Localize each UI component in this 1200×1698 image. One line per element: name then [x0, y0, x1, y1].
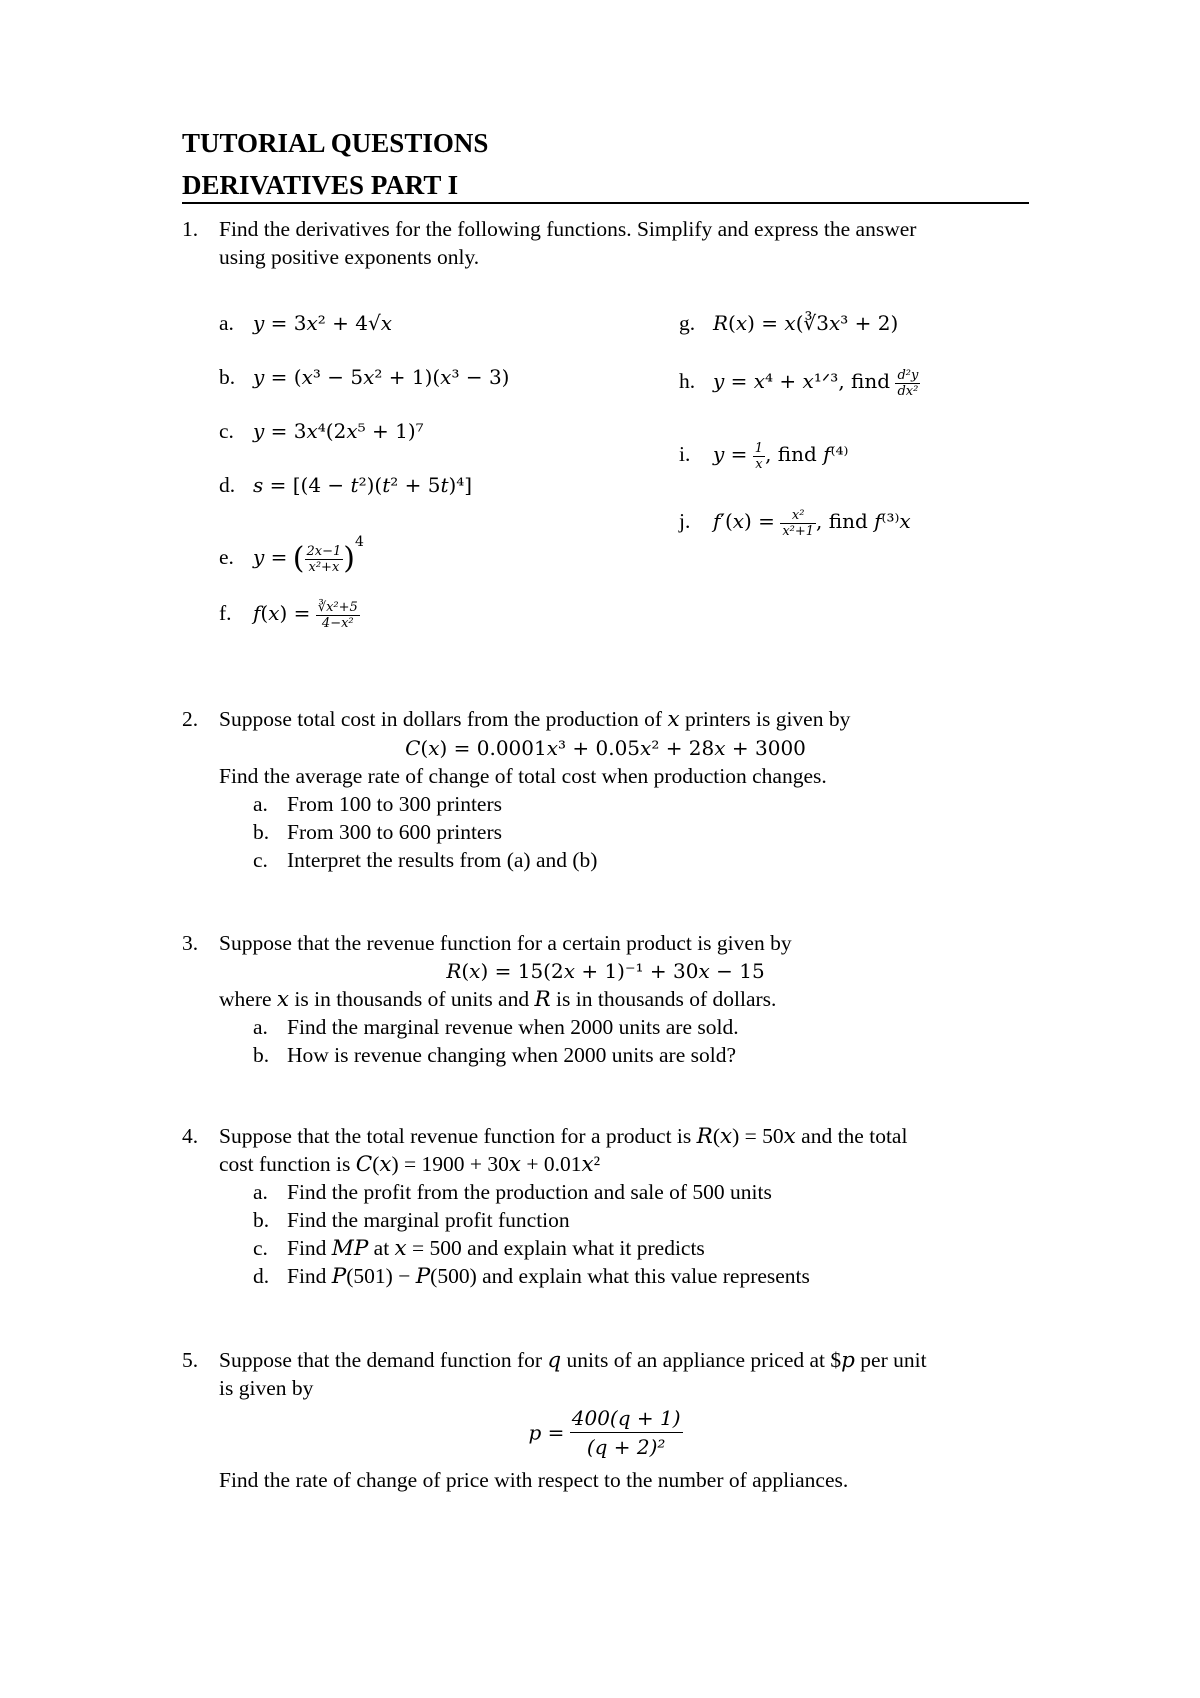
numerator: ∛𝑥²+5 — [317, 599, 358, 615]
item-label: j. — [679, 509, 691, 533]
numerator: 2𝑥−1 — [306, 543, 342, 559]
item-text: Find the marginal revenue when 2000 units are sold. — [287, 1015, 739, 1039]
denominator: 𝑥 — [753, 456, 765, 472]
q2-item-b — [253, 818, 502, 846]
fraction — [570, 1404, 683, 1461]
q4-number: 4. — [182, 1124, 199, 1148]
q4-item-a — [253, 1178, 772, 1206]
title-underline — [182, 202, 1029, 204]
item-expr: 𝑠 = [(4 − 𝑡²)(𝑡² + 5𝑡)⁴] — [253, 473, 473, 497]
denominator: 𝑥²+1 — [782, 523, 815, 539]
item-text: How is revenue changing when 2000 units are sold? — [287, 1043, 737, 1067]
item-label: c. — [253, 848, 268, 872]
denominator: (𝑞 + 2)² — [570, 1432, 683, 1461]
exponent: 4 — [355, 534, 364, 550]
numerator: 𝑑²𝑦 — [897, 367, 919, 383]
q3-text-line2: where 𝑥 is in thousands of units and 𝑅 is in thousands of dollars. — [219, 987, 777, 1011]
item-label: d. — [253, 1264, 270, 1288]
q4-item-d — [253, 1262, 810, 1290]
q3-text-line1: Suppose that the revenue function for a certain product is given by — [219, 931, 792, 955]
item-label: b. — [219, 365, 236, 389]
item-expr: 𝑦 = 3𝑥⁴(2𝑥⁵ + 1)⁷ — [253, 419, 424, 443]
q2-formula: 𝐶(𝑥) = 0.0001𝑥³ + 0.05𝑥² + 28𝑥 + 3000 — [405, 736, 806, 760]
item-label: f. — [219, 601, 232, 625]
item-text: Find 𝑀𝑃 at 𝑥 = 500 and explain what it predicts — [287, 1236, 705, 1260]
item-label: a. — [253, 1015, 268, 1039]
q1-text-line2: using positive exponents only. — [219, 245, 480, 269]
q1-item-e — [219, 528, 364, 575]
q5-text-line2: is given by — [219, 1376, 314, 1400]
q4-item-b — [253, 1206, 570, 1234]
item-text: Find the marginal profit function — [287, 1208, 570, 1232]
item-label: e. — [219, 545, 234, 569]
item-label: b. — [253, 1208, 270, 1232]
item-lhs: 𝑓(𝑥) = — [253, 601, 311, 625]
title-tutorial-questions: TUTORIAL QUESTIONS — [182, 128, 489, 158]
fraction — [780, 508, 816, 539]
q3-item-b — [253, 1041, 736, 1069]
item-text: From 100 to 300 printers — [287, 792, 502, 816]
item-label: a. — [253, 1180, 268, 1204]
item-label: c. — [219, 419, 234, 443]
q1-item-f — [219, 599, 360, 631]
q1-item-c — [219, 417, 424, 445]
item-rest: , find 𝑓⁽⁴⁾ — [765, 442, 849, 466]
item-text: Find 𝑃(501) − 𝑃(500) and explain what this value represents — [287, 1264, 810, 1288]
item-expr: 𝑦 = (𝑥³ − 5𝑥² + 1)(𝑥³ − 3) — [253, 365, 510, 389]
q4-text-line1: Suppose that the total revenue function for a product is 𝑅(𝑥) = 50𝑥 and the total — [219, 1124, 908, 1148]
item-lhs: 𝑦 = — [713, 442, 748, 466]
numerator: 𝑥² — [791, 507, 805, 523]
fraction — [895, 368, 920, 399]
q1-item-b — [219, 363, 509, 391]
item-rest: , find 𝑓⁽³⁾𝑥 — [816, 509, 911, 533]
denominator: 𝑑𝑥² — [895, 383, 920, 399]
q2-text-line2: Find the average rate of change of total cost when production changes. — [219, 764, 827, 788]
item-label: a. — [253, 792, 268, 816]
item-text: Interpret the results from (a) and (b) — [287, 848, 598, 872]
item-lhs: 𝑦 = — [253, 545, 288, 569]
q2-text-line1: Suppose total cost in dollars from the production of 𝑥 printers is given by — [219, 707, 851, 731]
fraction — [305, 544, 344, 575]
q1-number: 1. — [182, 217, 199, 241]
right-paren: ) — [343, 541, 356, 577]
numerator: 1 — [754, 440, 764, 456]
q5-text-line3: Find the rate of change of price with respect to the number of appliances. — [219, 1468, 849, 1492]
q1-item-h — [679, 367, 920, 399]
item-label: i. — [679, 442, 691, 466]
item-label: c. — [253, 1236, 268, 1260]
numerator: 400(𝑞 + 1) — [571, 1406, 681, 1430]
formula-lhs: 𝑝 = — [528, 1420, 565, 1445]
denominator: 4−𝑥² — [316, 615, 360, 631]
item-label: h. — [679, 369, 696, 393]
q1-item-a — [219, 309, 392, 337]
item-label: b. — [253, 1043, 270, 1067]
q3-item-a — [253, 1013, 739, 1041]
q3-number: 3. — [182, 931, 199, 955]
q1-item-d — [219, 471, 472, 499]
left-paren: ( — [292, 541, 305, 577]
item-expr: 𝑦 = 3𝑥² + 4√𝑥 — [253, 311, 393, 335]
item-label: d. — [219, 473, 236, 497]
q1-text-line1: Find the derivatives for the following functions. Simplify and express the answer — [219, 217, 917, 241]
q2-number: 2. — [182, 707, 199, 731]
item-expr: 𝑅(𝑥) = 𝑥(∛3𝑥³ + 2) — [713, 311, 899, 335]
q2-item-a — [253, 790, 502, 818]
item-label: a. — [219, 311, 234, 335]
item-text: Find the profit from the production and sale of 500 units — [287, 1180, 772, 1204]
fraction — [753, 441, 765, 472]
item-expr: 𝑦 = 𝑥⁴ + 𝑥¹ᐟ³, find — [713, 369, 891, 393]
item-lhs: 𝑓′(𝑥) = — [713, 509, 775, 533]
q1-item-j — [679, 507, 911, 539]
fraction — [316, 600, 360, 631]
item-text: From 300 to 600 printers — [287, 820, 502, 844]
title-derivatives-part: DERIVATIVES PART I — [182, 170, 459, 200]
q5-number: 5. — [182, 1348, 199, 1372]
item-label: g. — [679, 311, 696, 335]
denominator: 𝑥²+𝑥 — [305, 559, 344, 575]
q3-formula: 𝑅(𝑥) = 15(2𝑥 + 1)⁻¹ + 30𝑥 − 15 — [446, 959, 765, 983]
item-label: b. — [253, 820, 270, 844]
q2-item-c — [253, 846, 597, 874]
q5-formula — [182, 1404, 1029, 1461]
q4-item-c — [253, 1234, 705, 1262]
q4-text-line2: cost function is 𝐶(𝑥) = 1900 + 30𝑥 + 0.01𝑥² — [219, 1152, 601, 1176]
q5-text-line1: Suppose that the demand function for 𝑞 units of an appliance priced at $𝑝 per unit — [219, 1348, 927, 1372]
q1-item-g — [679, 309, 898, 337]
q1-item-i — [679, 440, 848, 472]
